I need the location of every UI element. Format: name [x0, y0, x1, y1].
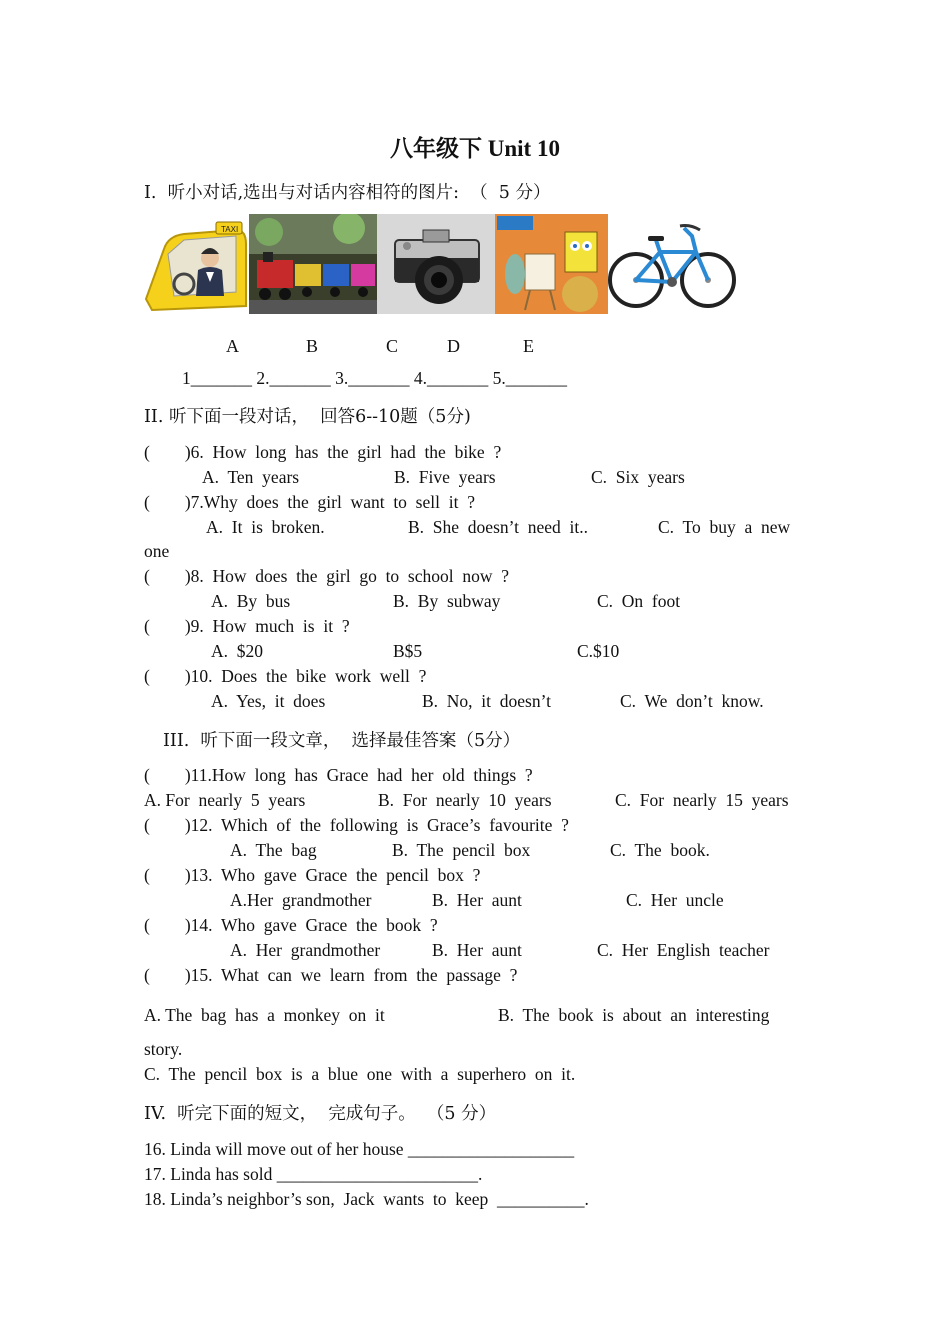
q15-option-a: A. The bag has a monkey on it [144, 1005, 385, 1025]
q8-option-a: A. By bus [211, 591, 291, 611]
q15-option-b-continued: story. [144, 1039, 183, 1059]
q14-option-a: A. Her grandmother [230, 940, 381, 960]
question-9: ( )9. How much is it ? [144, 616, 350, 636]
question-14: ( )14. Who gave Grace the book ? [144, 915, 438, 935]
q12-option-a: A. The bag [230, 840, 317, 860]
q7-option-b: B. She doesn’t need it.. [408, 517, 589, 537]
section2-heading: II. 听下面一段对话， 回答6--10题（5分) [144, 407, 471, 427]
section3-heading: III. 听下面一段文章， 选择最佳答案（5分） [163, 731, 521, 751]
question-6: ( )6. How long has the girl had the bike ? [144, 442, 502, 462]
q6-option-b: B. Five years [394, 467, 496, 487]
q9-option-b: B$5 [393, 641, 423, 661]
picture-a-taxi [144, 214, 248, 314]
q14-option-b: B. Her aunt [432, 940, 522, 960]
q6-option-c: C. Six years [591, 467, 685, 487]
q10-option-b: B. No, it doesn’t [422, 691, 551, 711]
q13-option-c: C. Her uncle [626, 890, 724, 910]
q10-option-a: A. Yes, it does [211, 691, 326, 711]
picture-label-e: E [523, 336, 534, 356]
q6-option-a: A. Ten years [202, 467, 300, 487]
question-7: ( )7.Why does the girl want to sell it ? [144, 492, 475, 512]
question-13: ( )13. Who gave Grace the pencil box ? [144, 865, 481, 885]
q13-option-a: A.Her grandmother [230, 890, 372, 910]
q11-option-b: B. For nearly 10 years [378, 790, 552, 810]
section1-heading: I. 听小对话,选出与对话内容相符的图片: （ 5 分） [144, 183, 551, 203]
q8-option-b: B. By subway [393, 591, 501, 611]
question-10: ( )10. Does the bike work well ? [144, 666, 427, 686]
q7-option-c-continued: one [144, 541, 170, 561]
q9-option-a: A. $20 [211, 641, 264, 661]
picture-label-a: A [226, 336, 239, 356]
picture-label-b: B [306, 336, 319, 356]
picture-label-c: C [386, 336, 399, 356]
question-8: ( )8. How does the girl go to school now ? [144, 566, 510, 586]
q12-option-c: C. The book. [610, 840, 710, 860]
q8-option-c: C. On foot [597, 591, 681, 611]
q12-option-b: B. The pencil box [392, 840, 531, 860]
question-12: ( )12. Which of the following is Grace’s favourite ? [144, 815, 569, 835]
picture-d-cartoon [495, 214, 608, 314]
sentence-17: 17. Linda has sold _______________________. [144, 1164, 483, 1184]
question-15: ( )15. What can we learn from the passage ? [144, 965, 518, 985]
q14-option-c: C. Her English teacher [597, 940, 770, 960]
section4-heading: IV. 听完下面的短文， 完成句子。 （5 分） [144, 1104, 497, 1124]
picture-c-camera [377, 214, 495, 314]
cartoon-painting-icon [495, 214, 608, 314]
picture-b-train [249, 214, 377, 314]
picture-e-bicycle [608, 214, 736, 314]
camera-icon [377, 214, 495, 314]
q15-option-b: B. The book is about an interesting [498, 1005, 770, 1025]
sentence-16: 16. Linda will move out of her house ___________________ [144, 1139, 575, 1159]
q15-option-c: C. The pencil box is a blue one with a superhero on it. [144, 1064, 576, 1084]
q7-option-a: A. It is broken. [206, 517, 325, 537]
q7-option-c: C. To buy a new [658, 517, 791, 537]
answer-blanks-1-5: 1_______ 2._______ 3._______ 4._______ 5._______ [182, 368, 567, 388]
svg-text:TAXI: TAXI [221, 225, 239, 234]
taxi-driver-icon [144, 214, 248, 314]
q11-option-c: C. For nearly 15 years [615, 790, 789, 810]
q13-option-b: B. Her aunt [432, 890, 522, 910]
q10-option-c: C. We don’t know. [620, 691, 764, 711]
sentence-18: 18. Linda’s neighbor’s son, Jack wants to keep __________. [144, 1189, 589, 1209]
question-11: ( )11.How long has Grace had her old things ? [144, 765, 533, 785]
toy-train-icon [249, 214, 377, 314]
picture-label-d: D [447, 336, 460, 356]
page-title: 八年级下 Unit 10 [390, 136, 560, 161]
q9-option-c: C.$10 [577, 641, 620, 661]
q11-option-a: A. For nearly 5 years [144, 790, 306, 810]
bicycle-icon [608, 214, 736, 314]
